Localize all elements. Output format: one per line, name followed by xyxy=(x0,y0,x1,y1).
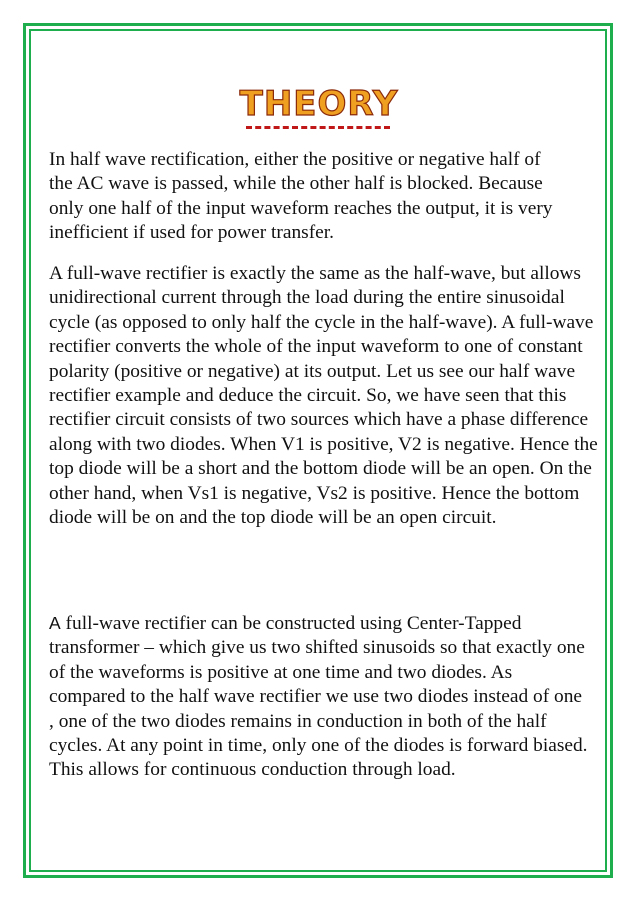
title-underline xyxy=(246,126,390,129)
page-title: THEORY xyxy=(239,84,399,124)
paragraph-lead-letter: A xyxy=(49,613,61,633)
paragraph-center-tapped xyxy=(49,611,589,783)
paragraph-half-wave: In half wave rectification, either the positive or negative half of the AC wave is passed, while the other half is blocked. Because only one half of the input waveform reaches the output, it is very inefficient if used for power transfer. xyxy=(49,149,553,244)
paragraph-body: full-wave rectifier can be constructed using Center-Tapped transformer – which give us two shifted sinusoids so that exactly one of the waveforms is positive at one time and two diodes. As compared to the half wave rectifier we use two diodes instead of one , one of the two diodes remains in conduction in both of the half cycles. At any point in time, only one of the diodes is forward biased. This allows for continuous conduction through load. xyxy=(49,613,588,781)
paragraph-full-wave: A full-wave rectifier is exactly the same as the half-wave, but allows unidirectional current through the load during the entire sinusoidal cycle (as opposed to only half the cycle in the half-wave). A full-wave rectifier converts the whole of the input waveform to one of constant polarity (positive or negative) at its output. Let us see our half wave rectifier example and deduce the circuit. So, we have seen that this rectifier circuit consists of two sources which have a phase difference along with two diodes. When V1 is positive, V2 is negative. Hence the top diode will be a short and the bottom diode will be an open. On the other hand, when Vs1 is negative, Vs2 is positive. Hence the bottom diode will be on and the top diode will be an open circuit. xyxy=(49,263,598,529)
